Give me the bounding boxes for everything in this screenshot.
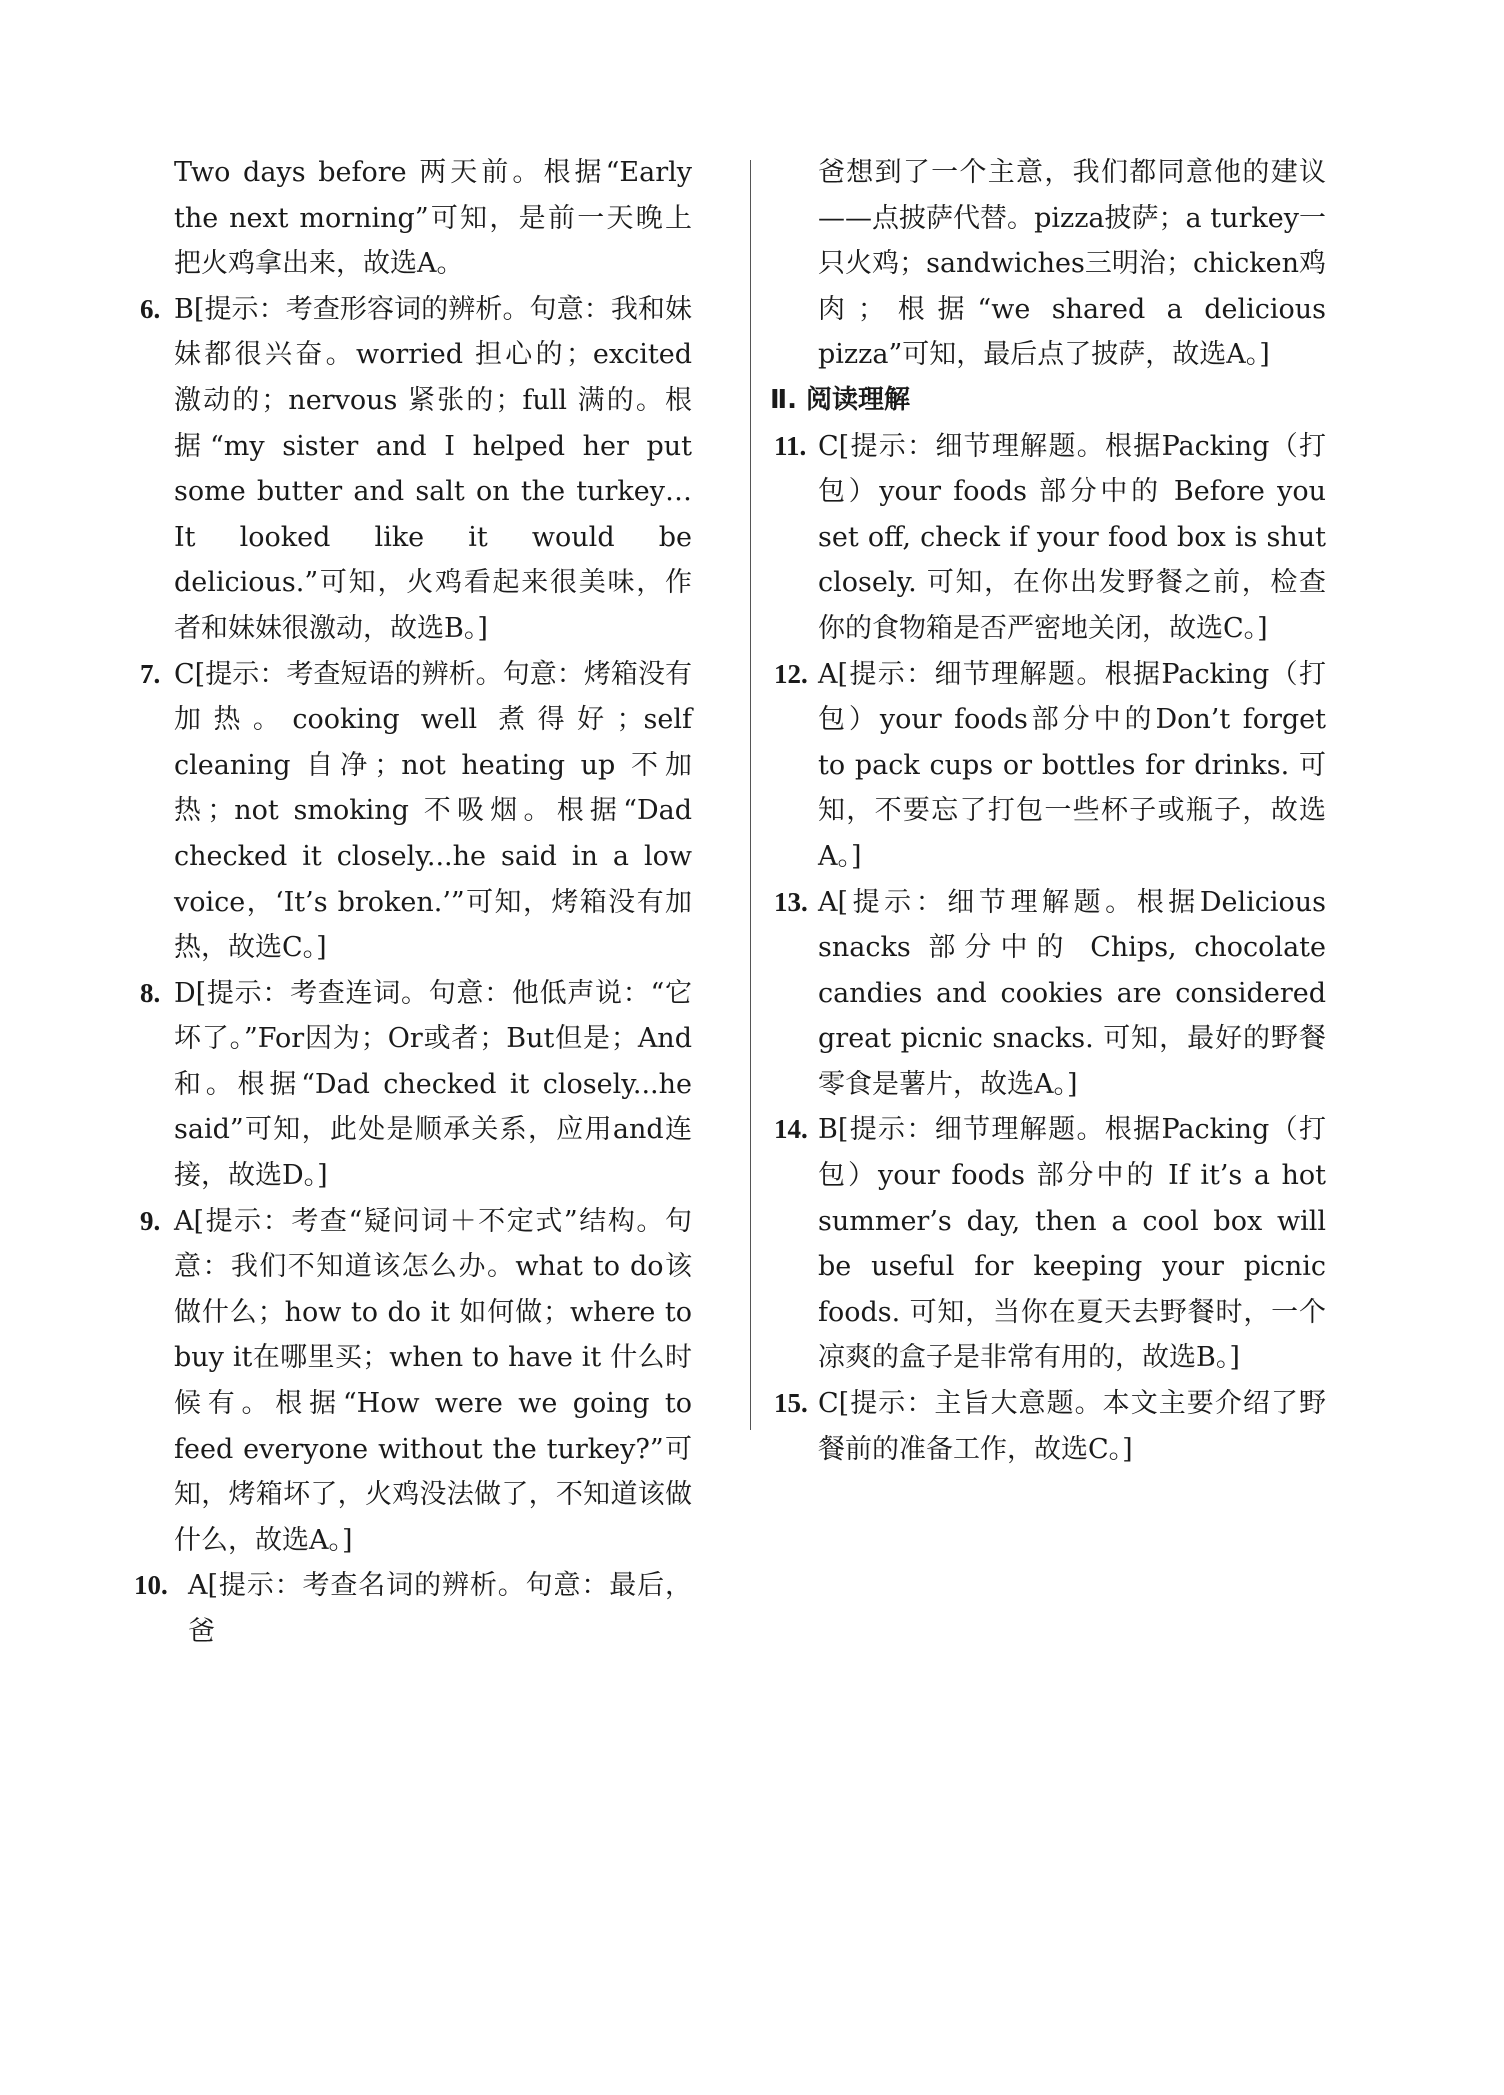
answer-8 xyxy=(140,971,692,1199)
section-heading: Ⅱ. 阅读理解 xyxy=(770,384,911,415)
answer-text: C[提示：细节理解题。根据Packing（打包）your foods 部分中的 Before you set off, check if your food box is shut closely. 可知，在你出发野餐之前，检查你的食物箱是否严密地关闭，故选C。] xyxy=(818,430,1326,644)
answer-12 xyxy=(774,652,1326,880)
answer-text: A[提示：考查名词的辨析。句意：最后，爸 xyxy=(188,1570,692,1647)
answer-number: 6. xyxy=(140,293,161,324)
left-column xyxy=(134,150,692,1655)
answer-text: A[提示：细节理解题。根据Packing（打包）your foods部分中的Don’t forget to pack cups or bottles for drinks. 可知，不要忘了打包一些杯子或瓶子，故选A。] xyxy=(818,658,1326,872)
answer-number: 15. xyxy=(774,1388,808,1419)
answer-10-continuation-text: 爸想到了一个主意，我们都同意他的建议——点披萨代替。pizza披萨；a turkey一只火鸡；sandwiches三明治；chicken鸡肉；根据“we shared a delicious pizza”可知，最后点了披萨，故选A。] xyxy=(818,157,1326,371)
column-divider xyxy=(750,160,751,1430)
answer-text: C[提示：主旨大意题。本文主要介绍了野餐前的准备工作，故选C。] xyxy=(818,1388,1326,1465)
answer-11 xyxy=(774,424,1326,652)
answer-number: 12. xyxy=(774,658,808,689)
answer-number: 8. xyxy=(140,977,161,1008)
answer-5-continuation xyxy=(140,150,692,287)
answer-text: C[提示：考查短语的辨析。句意：烤箱没有加热。cooking well 煮得好；self cleaning 自净；not heating up 不加热；not smoking 不吸烟。根据“Dad checked it closely...he said in a low voice，‘It’s broken.’”可知，烤箱没有加热，故选C。] xyxy=(174,658,692,964)
answer-number: 10. xyxy=(134,1570,168,1601)
answer-number: 7. xyxy=(140,658,161,689)
answer-14 xyxy=(774,1107,1326,1381)
answer-10 xyxy=(134,1563,692,1654)
answer-13 xyxy=(774,880,1326,1108)
answer-text: B[提示：考查形容词的辨析。句意：我和妹妹都很兴奋。worried 担心的；excited 激动的；nervous 紧张的；full 满的。根据“my sister and I helped her put some butter and salt on the turkey…It looked like it would be delicious.”可知，火鸡看起来很美味，作者和妹妹很激动，故选B。] xyxy=(174,293,692,644)
answer-5-continuation-text: Two days before 两天前。根据“Early the next morning”可知，是前一天晚上把火鸡拿出来，故选A。 xyxy=(174,157,692,280)
answer-text: A[提示：考查“疑问词＋不定式”结构。句意：我们不知道该怎么办。what to do该做什么；how to do it 如何做；where to buy it在哪里买；when to have it 什么时候有。根据“How were we going to feed everyone without the turkey?”可知，烤箱坏了，火鸡没法做了，不知道该做什么，故选A。] xyxy=(174,1205,692,1556)
answer-number: 9. xyxy=(140,1205,161,1236)
answer-text: B[提示：细节理解题。根据Packing（打包）your foods 部分中的 If it’s a hot summer’s day, then a cool box will be useful for keeping your picnic foods. 可知，当你在夏天去野餐时，一个凉爽的盒子是非常有用的，故选B。] xyxy=(818,1114,1326,1374)
answer-7 xyxy=(140,652,692,971)
answer-15 xyxy=(774,1381,1326,1472)
right-column xyxy=(770,150,1326,1472)
answer-number: 14. xyxy=(774,1114,808,1145)
answer-text: D[提示：考查连词。句意：他低声说：“它坏了。”For因为；Or或者；But但是；And和。根据“Dad checked it closely...he said”可知，此处是顺承关系，应用and连接，故选D。] xyxy=(174,977,692,1192)
answer-text: A[提示：细节理解题。根据Delicious snacks 部分中的 Chips, chocolate candies and cookies are considered great picnic snacks. 可知，最好的野餐零食是薯片，故选A。] xyxy=(818,886,1326,1100)
answer-6 xyxy=(140,287,692,652)
answer-number: 13. xyxy=(774,886,808,917)
answer-10-continuation xyxy=(774,150,1326,378)
answer-number: 11. xyxy=(774,430,807,461)
answer-9 xyxy=(140,1199,692,1564)
